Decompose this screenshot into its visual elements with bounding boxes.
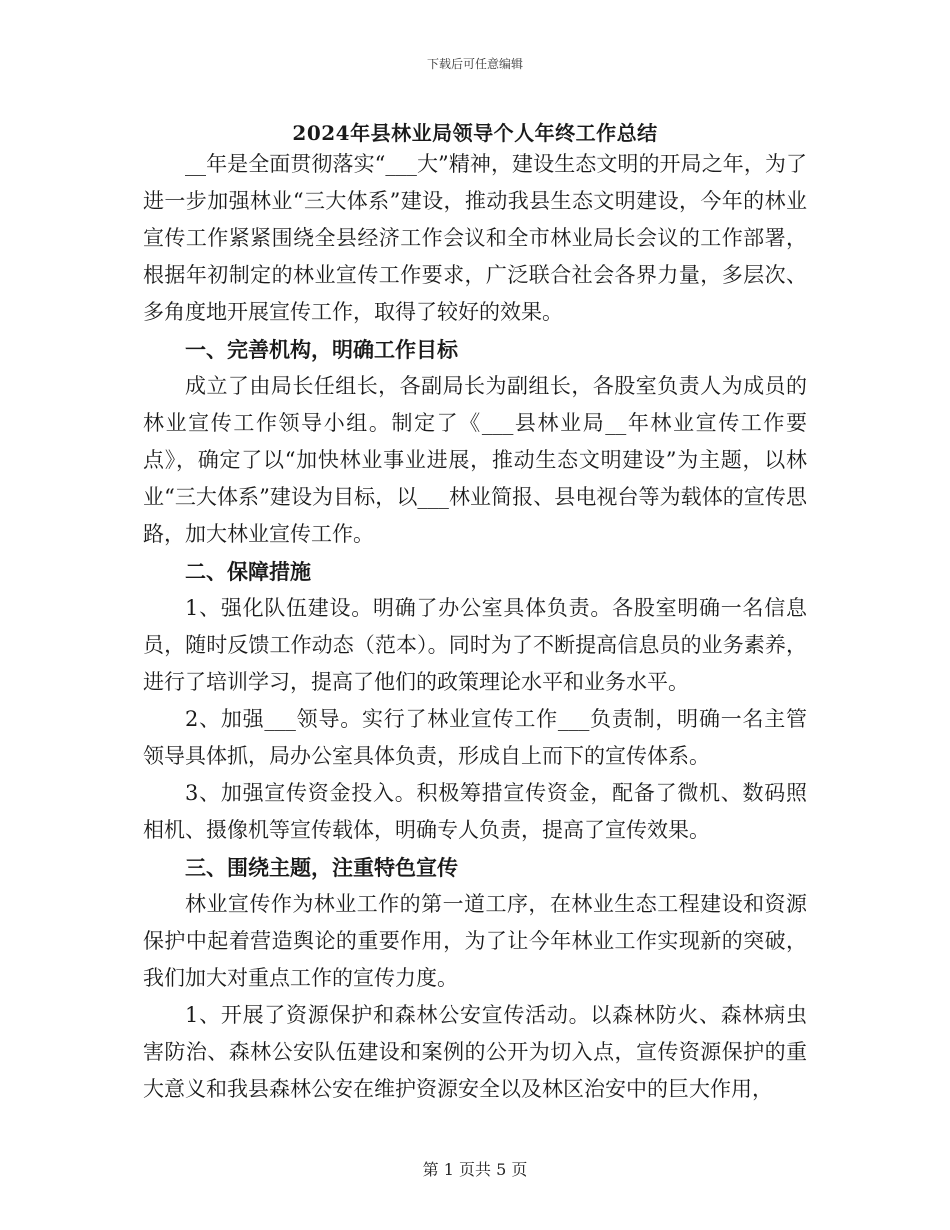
paragraph: 成立了由局长任组长，各副局长为副组长，各股室负责人为成员的林业宣传工作领导小组。制定了《___县林业局__年林业宣传工作要点》，确定了以“加快林业事业进展，推动生态文明建设”为主题，以林业“三大体系”建设为目标，以___林业简报、县电视台等为载体的宣传思路，加大林业宣传工作。 — [143, 374, 807, 546]
section-heading: 一、完善机构，明确工作目标 — [185, 337, 458, 362]
section-heading: 三、围绕主题，注重特色宣传 — [185, 855, 458, 880]
document-body — [143, 146, 807, 1108]
paragraph: 3、加强宣传资金投入。积极筹措宣传资金，配备了微机、数码照相机、摄像机等宣传载体，明确专人负责，提高了宣传效果。 — [143, 781, 807, 842]
page-footer: 第 1 页共 5 页 — [422, 1160, 528, 1179]
document-title: 2024年县林业局领导个人年终工作总结 — [292, 121, 658, 145]
paragraph: 2、加强___领导。实行了林业宣传工作___负责制，明确一名主管领导具体抓，局办公室具体负责，形成自上而下的宣传体系。 — [143, 707, 807, 768]
section-heading: 二、保障措施 — [185, 559, 311, 584]
header-note: 下载后可任意编辑 — [426, 57, 523, 71]
paragraph: 1、强化队伍建设。明确了办公室具体负责。各股室明确一名信息员，随时反馈工作动态（范本）。同时为了不断提高信息员的业务素养，进行了培训学习，提高了他们的政策理论水平和业务水平。 — [143, 596, 807, 694]
paragraph: 林业宣传作为林业工作的第一道工序，在林业生态工程建设和资源保护中起着营造舆论的重要作用，为了让今年林业工作实现新的突破，我们加大对重点工作的宣传力度。 — [143, 892, 807, 990]
paragraph: 1、开展了资源保护和森林公安宣传活动。以森林防火、森林病虫害防治、森林公安队伍建设和案例的公开为切入点，宣传资源保护的重大意义和我县森林公安在维护资源安全以及林区治安中的巨大作用， — [143, 1003, 807, 1101]
paragraph: __年是全面贯彻落实“___大”精神，建设生态文明的开局之年，为了进一步加强林业“三大体系”建设，推动我县生态文明建设，今年的林业宣传工作紧紧围绕全县经济工作会议和全市林业局长会议的工作部署，根据年初制定的林业宣传工作要求，广泛联合社会各界力量，多层次、多角度地开展宣传工作，取得了较好的效果。 — [143, 152, 807, 324]
